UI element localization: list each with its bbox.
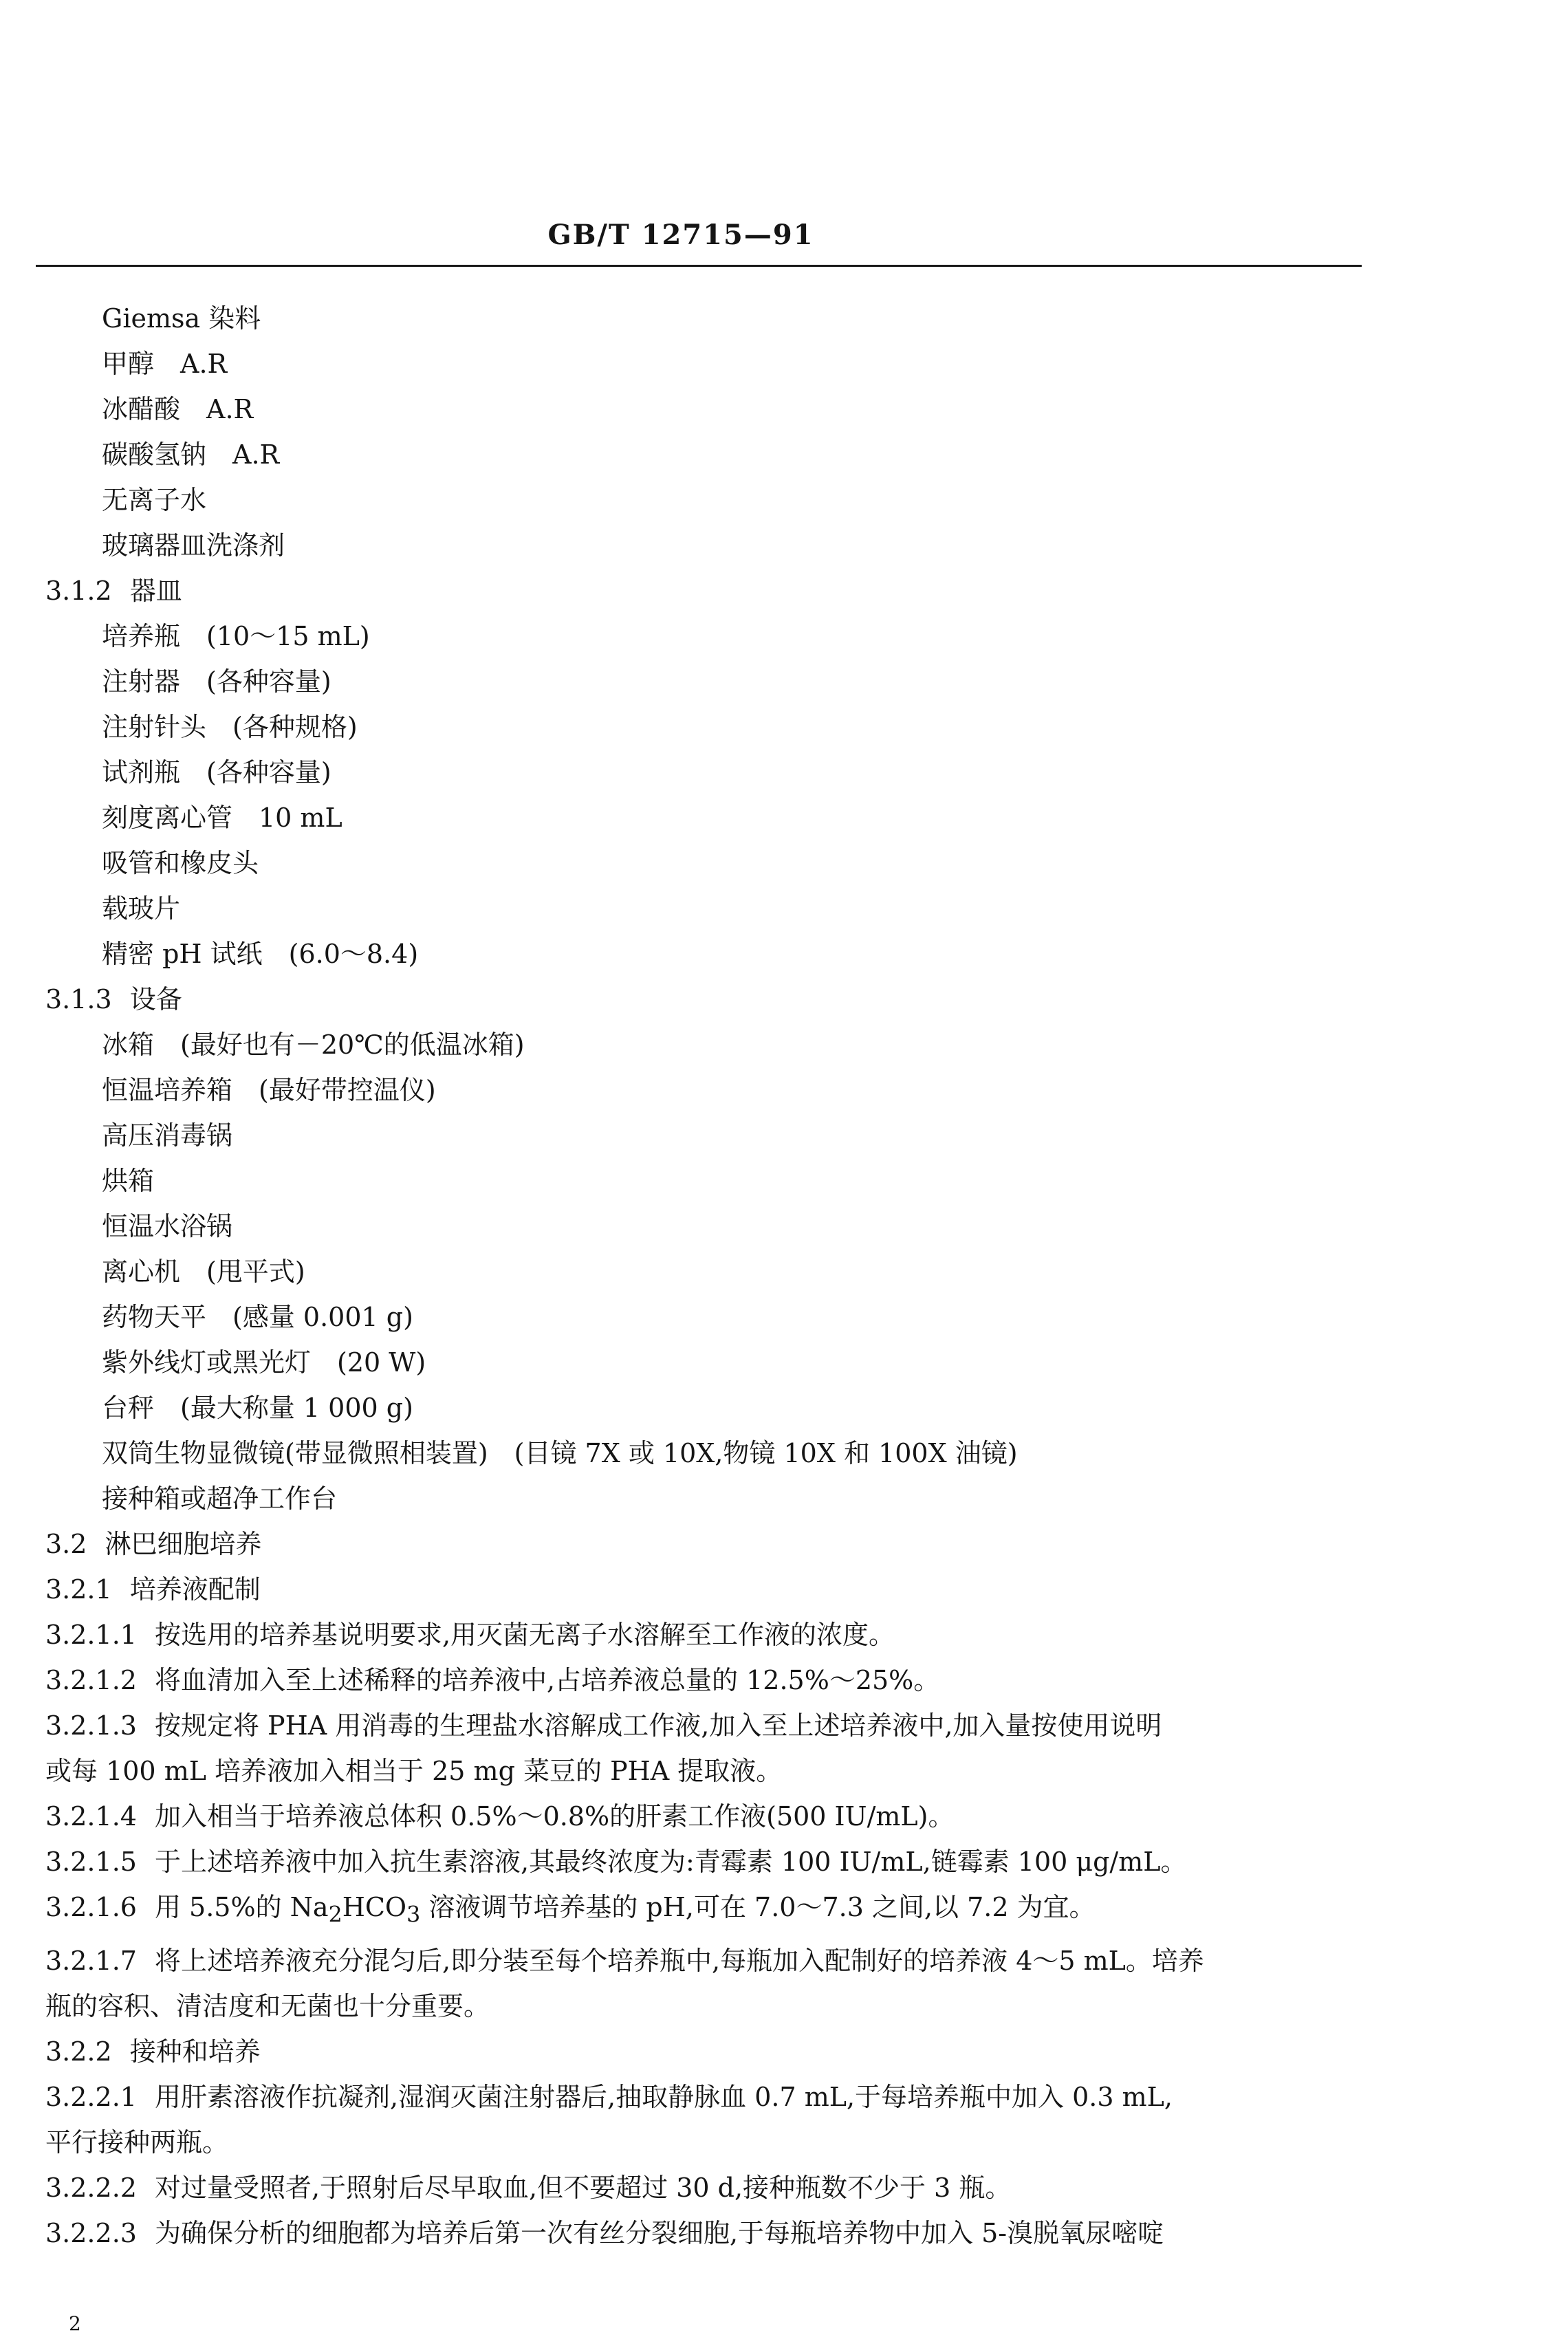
- subscript-2: 2: [328, 1902, 342, 1928]
- clause-continuation: 平行接种两瓶。: [45, 2127, 229, 2157]
- header-rule: [36, 265, 1362, 267]
- equipment-item: 药物天平 (感量 0.001 g): [102, 1302, 413, 1332]
- equipment-item: 烘箱: [102, 1166, 155, 1196]
- reagent-detergent: 玻璃器皿洗涤剂: [102, 530, 285, 561]
- equipment-item: 冰箱 (最好也有－20℃的低温冰箱): [102, 1030, 525, 1060]
- clause-number: 3.2.1.3: [45, 1710, 137, 1741]
- section-heading-3-1-3: [45, 977, 1373, 1022]
- section-number: 3.1.2: [45, 576, 112, 606]
- clause-3-2-1-6: [45, 1884, 1373, 1938]
- vessel-item: 吸管和橡皮头: [102, 848, 259, 878]
- equipment-item: 恒温水浴锅: [102, 1211, 233, 1241]
- clause-text-b: HCO: [342, 1892, 407, 1922]
- clause-3-2-2-3: [45, 2210, 1373, 2256]
- section-number: 3.2: [45, 1529, 87, 1559]
- equipment-item: 紫外线灯或黑光灯 (20 W): [102, 1347, 426, 1378]
- clause-number: 3.2.1.4: [45, 1801, 137, 1831]
- clause-3-2-2-1: [45, 2074, 1373, 2165]
- clause-number: 3.2.1.7: [45, 1945, 137, 1976]
- reagent-acetic-acid: 冰醋酸 A.R: [102, 394, 254, 424]
- clause-number: 3.2.1.6: [45, 1892, 137, 1922]
- section-heading-3-2-1: [45, 1567, 1373, 1612]
- clause-3-2-1-5: [45, 1839, 1373, 1884]
- equipment-item: 双筒生物显微镜(带显微照相装置) (目镜 7X 或 10X,物镜 10X 和 100X 油镜): [102, 1438, 1018, 1468]
- clause-number: 3.2.1.5: [45, 1847, 137, 1877]
- clause-3-2-1-7: [45, 1938, 1373, 2029]
- clause-3-2-1-2: [45, 1657, 1373, 1703]
- clause-3-2-1-4: [45, 1794, 1373, 1839]
- clause-text: 将血清加入至上述稀释的培养液中,占培养液总量的 12.5%～25%。: [154, 1665, 940, 1695]
- document-body: [45, 296, 1373, 2256]
- vessel-item: 载玻片: [102, 893, 181, 924]
- clause-text: 将上述培养液充分混匀后,即分装至每个培养瓶中,每瓶加入配制好的培养液 4～5 mL。培养: [154, 1945, 1204, 1976]
- subscript-3: 3: [406, 1902, 421, 1928]
- vessel-item: 试剂瓶 (各种容量): [102, 757, 331, 787]
- equipment-item: 接种箱或超净工作台: [102, 1483, 338, 1514]
- clause-number: 3.2.2.3: [45, 2217, 137, 2248]
- vessel-item: 刻度离心管 10 mL: [102, 803, 342, 833]
- section-heading-3-2: [45, 1521, 1373, 1567]
- section-title: 器皿: [129, 576, 182, 606]
- clause-3-2-1-1: [45, 1612, 1373, 1657]
- vessel-item: 精密 pH 试纸 (6.0～8.4): [102, 939, 419, 969]
- clause-continuation: 瓶的容积、清洁度和无菌也十分重要。: [45, 1990, 490, 2021]
- section-number: 3.2.2: [45, 2036, 112, 2067]
- reagent-giemsa: Giemsa 染料: [102, 303, 261, 334]
- section-title: 淋巴细胞培养: [105, 1529, 262, 1559]
- clause-number: 3.2.2.2: [45, 2172, 137, 2203]
- clause-text: 加入相当于培养液总体积 0.5%～0.8%的肝素工作液(500 IU/mL)。: [154, 1801, 955, 1831]
- section-number: 3.1.3: [45, 984, 112, 1014]
- clause-text: 于上述培养液中加入抗生素溶液,其最终浓度为:青霉素 100 IU/mL,链霉素 100 μg/mL。: [154, 1847, 1187, 1877]
- section-heading-3-2-2: [45, 2029, 1373, 2074]
- clause-text: 按选用的培养基说明要求,用灭菌无离子水溶解至工作液的浓度。: [154, 1620, 895, 1650]
- clause-3-2-2-2: [45, 2165, 1373, 2210]
- clause-text: 对过量受照者,于照射后尽早取血,但不要超过 30 d,接种瓶数不少于 3 瓶。: [154, 2172, 1012, 2203]
- clause-text: 用肝素溶液作抗凝剂,湿润灭菌注射器后,抽取静脉血 0.7 mL,于每培养瓶中加入 0.3 mL,: [154, 2081, 1173, 2112]
- clause-3-2-1-3: [45, 1703, 1373, 1794]
- vessel-item: 培养瓶 (10～15 mL): [102, 621, 370, 651]
- clause-text: 按规定将 PHA 用消毒的生理盐水溶解成工作液,加入至上述培养液中,加入量按使用说明: [154, 1710, 1162, 1741]
- reagent-deionized-water: 无离子水: [102, 485, 207, 515]
- section-title: 培养液配制: [129, 1574, 261, 1605]
- clause-text-c: 溶液调节培养基的 pH,可在 7.0～7.3 之间,以 7.2 为宜。: [420, 1892, 1096, 1922]
- equipment-item: 台秤 (最大称量 1 000 g): [102, 1393, 413, 1423]
- equipment-item: 恒温培养箱 (最好带控温仪): [102, 1075, 436, 1105]
- section-title: 接种和培养: [129, 2036, 261, 2067]
- clause-text: 为确保分析的细胞都为培养后第一次有丝分裂细胞,于每瓶培养物中加入 5-溴脱氧尿嘧啶: [154, 2217, 1164, 2248]
- clause-number: 3.2.2.1: [45, 2081, 137, 2112]
- page-number: 2: [69, 2312, 81, 2335]
- section-number: 3.2.1: [45, 1574, 112, 1605]
- equipment-item: 离心机 (甩平式): [102, 1257, 305, 1287]
- section-heading-3-1-2: [45, 568, 1373, 613]
- standard-code-header: GB/T 12715—91: [547, 219, 814, 251]
- clause-continuation: 或每 100 mL 培养液加入相当于 25 mg 菜豆的 PHA 提取液。: [45, 1756, 783, 1786]
- reagent-methanol: 甲醇 A.R: [102, 349, 228, 379]
- vessel-item: 注射针头 (各种规格): [102, 712, 358, 742]
- clause-text-a: 用 5.5%的 Na: [154, 1892, 329, 1922]
- section-title: 设备: [129, 984, 182, 1014]
- vessel-item: 注射器 (各种容量): [102, 666, 331, 697]
- clause-number: 3.2.1.1: [45, 1620, 137, 1650]
- equipment-item: 高压消毒锅: [102, 1120, 233, 1151]
- clause-number: 3.2.1.2: [45, 1665, 137, 1695]
- reagent-sodium-bicarbonate: 碳酸氢钠 A.R: [102, 439, 280, 470]
